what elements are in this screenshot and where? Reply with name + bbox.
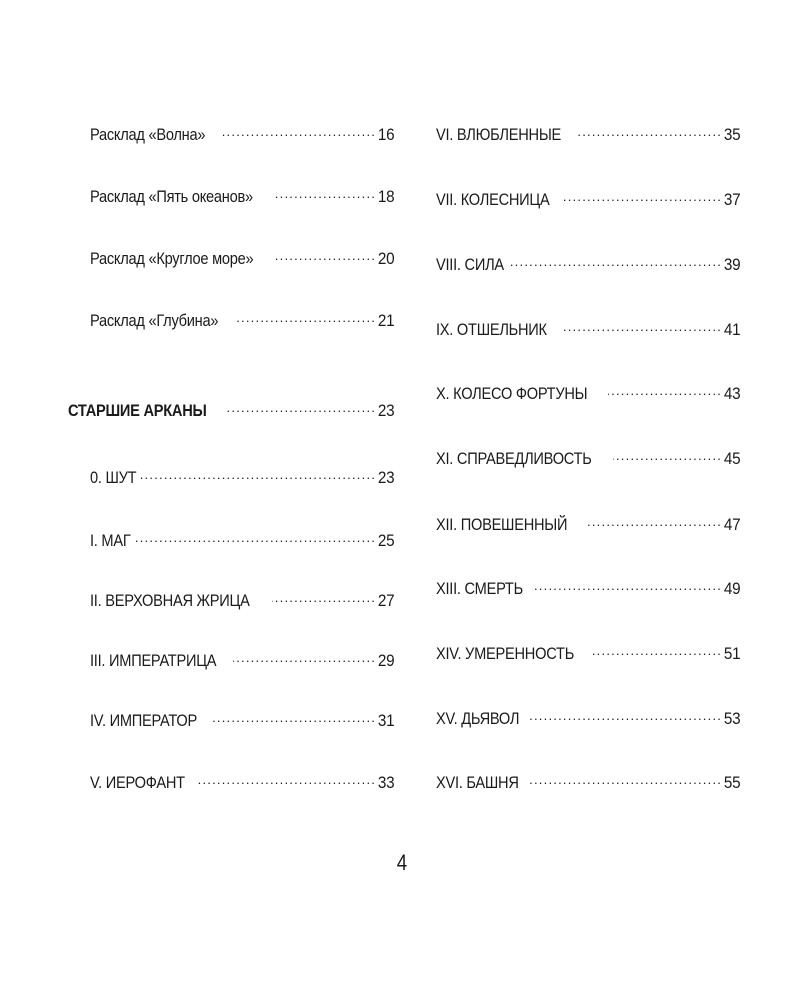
toc-entry [90,186,394,208]
toc-entry-page: 33 [377,773,394,792]
toc-entry [90,310,394,332]
toc-entry [436,254,740,276]
toc-entry-page: 37 [723,190,740,209]
dot-leader [511,256,720,270]
toc-entry [436,514,740,536]
toc-entry-page: 39 [723,255,740,274]
dot-leader [577,126,719,140]
toc-entry [436,578,740,600]
toc-entry [436,448,740,470]
toc-entry-page: 27 [377,591,394,610]
toc-entry-page: 45 [723,449,740,468]
toc-entry [90,248,394,270]
toc-entry-title: XIV. УМЕРЕННОСТЬ [436,644,575,663]
toc-entry-page: 21 [377,311,394,330]
dot-leader [225,402,374,416]
toc-entry-title: XV. ДЬЯВОЛ [436,709,520,728]
toc-entry-title: XII. ПОВЕШЕННЫЙ [436,515,568,534]
toc-entry-title: IV. ИМПЕРАТОР [90,711,197,730]
dot-leader [533,580,720,594]
toc-entry [90,467,394,489]
toc-entry-page: 35 [723,125,740,144]
dot-leader [272,592,374,606]
toc-entry-page: 47 [723,515,740,534]
dot-leader [529,710,720,724]
toc-entry-page: 53 [723,709,740,728]
toc-entry [436,708,740,730]
page-number: 4 [396,850,408,875]
toc-entry-page: 29 [377,651,394,670]
toc-entry-title: IX. ОТШЕЛЬНИК [436,320,547,339]
dot-leader [220,126,374,140]
toc-entry-title: Расклад «Волна» [90,125,206,144]
dot-leader [561,321,720,335]
dot-leader [528,774,720,788]
toc-entry-title: XIII. СМЕРТЬ [436,579,523,598]
toc-entry-page: 23 [377,401,394,420]
toc-entry-page: 41 [723,320,740,339]
toc-entry [436,319,740,341]
dot-leader [276,250,374,264]
toc-entry-title: VII. КОЛЕСНИЦА [436,190,550,209]
dot-leader [196,774,373,788]
dot-leader [133,532,374,546]
dot-leader [210,712,373,726]
dot-leader [233,652,374,666]
dot-leader [613,450,720,464]
toc-entry [436,189,740,211]
toc-section-heading [68,400,394,422]
toc-entry [436,383,740,405]
toc-entry-page: 18 [377,187,394,206]
toc-entry-title: 0. ШУТ [90,468,137,487]
toc-entry-page: 51 [723,644,740,663]
toc-entry [436,772,740,794]
toc-entry-title: XI. СПРАВЕДЛИВОСТЬ [436,449,592,468]
dot-leader [593,645,720,659]
toc-entry-title: Расклад «Пять океанов» [90,187,253,206]
toc-entry [90,590,394,612]
toc-entry-title: I. МАГ [90,531,131,550]
toc-entry-page: 23 [377,468,394,487]
dot-leader [564,191,720,205]
toc-entry [90,530,394,552]
toc-entry-title: XVI. БАШНЯ [436,773,519,792]
toc-entry-title: II. ВЕРХОВНАЯ ЖРИЦА [90,591,250,610]
toc-entry [90,650,394,672]
toc-entry-page: 20 [377,249,394,268]
toc-entry-page: 55 [723,773,740,792]
toc-entry-page: 16 [377,125,394,144]
toc-entry-title: X. КОЛЕСО ФОРТУНЫ [436,384,588,403]
dot-leader [140,469,374,483]
toc-entry-title: СТАРШИЕ АРКАНЫ [68,401,207,420]
dot-leader [275,188,373,202]
toc-entry-title: Расклад «Круглое море» [90,249,254,268]
dot-leader [608,385,720,399]
toc-entry [436,643,740,665]
toc-entry [90,710,394,732]
toc-entry-page: 31 [377,711,394,730]
toc-entry-title: VI. ВЛЮБЛЕННЫЕ [436,125,562,144]
toc-entry-page: 49 [723,579,740,598]
toc-entry [90,124,394,146]
toc-entry-page: 43 [723,384,740,403]
toc-entry-page: 25 [377,531,394,550]
toc-entry-title: VIII. СИЛА [436,255,504,274]
dot-leader [585,516,720,530]
toc-entry [90,772,394,794]
toc-entry-title: III. ИМПЕРАТРИЦА [90,651,217,670]
toc-entry-title: Расклад «Глубина» [90,311,219,330]
toc-entry-title: V. ИЕРОФАНТ [90,773,185,792]
dot-leader [235,312,374,326]
toc-entry [436,124,740,146]
